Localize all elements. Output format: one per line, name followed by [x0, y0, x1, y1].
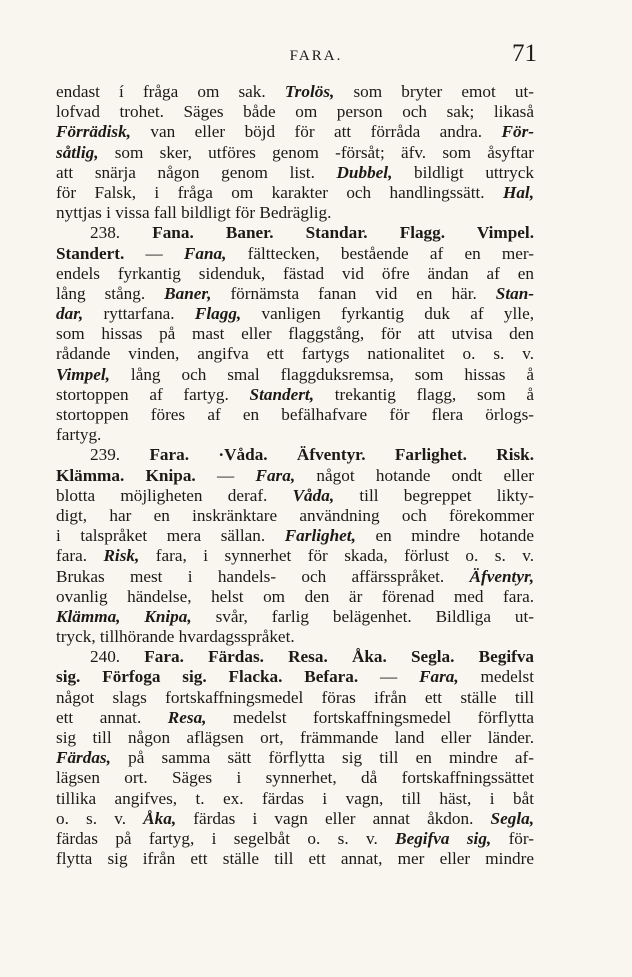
text-line: Klämma, Knipa, svår, farlig belägenhet. Bildliga ut-: [56, 606, 534, 626]
text-line: nyttjas i vissa fall bildligt för Bedräglig.: [56, 203, 332, 223]
text-line: Vimpel, lång och smal flaggduksremsa, som hissas å: [56, 364, 534, 384]
text-line: endels fyrkantig sidenduk, fästad vid öfre ändan af en: [56, 263, 534, 283]
running-head: FARA.: [289, 48, 343, 64]
text-line: såtlig, som sker, utföres genom -försåt; äfv. som åsyftar: [56, 142, 534, 162]
text-line: stortoppen föres af en befälhafvare för flera örlogs-: [56, 405, 534, 424]
text-line: dar, ryttarfana. Flagg, vanligen fyrkantig duk af ylle,: [56, 304, 534, 324]
text-line: blotta möjligheten deraf. Våda, till begreppet likty-: [56, 485, 534, 505]
text-line: fartyg.: [56, 425, 102, 445]
text-line: 239. Fara. ·Våda. Äfventyr. Farlighet. Risk.: [90, 445, 534, 465]
text-line: Brukas mest i handels- och affärsspråket. Äfventyr,: [56, 566, 534, 586]
text-line: sig. Förfoga sig. Flacka. Befara. — Fara, medelst: [56, 667, 534, 687]
text-line: ovanlig händelse, helst om den är förenad med fara.: [56, 586, 534, 606]
text-line: endast í fråga om sak. Trolös, som bryter emot ut-: [56, 82, 534, 101]
page-number: 71: [512, 40, 537, 67]
text-line: något slags fortskaffningsmedel föras ifrån ett ställe till: [56, 687, 534, 707]
text-line: tillika angifves, t. ex. färdas i vagn, till häst, i båt: [56, 788, 534, 808]
text-line: Förrädisk, van eller böjd för att förråda andra. För-: [56, 122, 534, 142]
text-line: o. s. v. Åka, färdas i vagn eller annat åkdon. Segla,: [56, 808, 534, 828]
text-line: lägsen ort. Säges i synnerhet, då fortskaffningssättet: [56, 768, 534, 788]
text-line: fara. Risk, fara, i synnerhet för skada, förlust o. s. v.: [56, 546, 534, 566]
body-text: [56, 82, 534, 869]
text-line: rådande vinden, angifva ett fartygs nationalitet o. s. v.: [56, 344, 534, 364]
text-line: lång stång. Baner, förnämsta fanan vid en här. Stan-: [56, 283, 534, 303]
text-line: stortoppen af fartyg. Standert, trekantig flagg, som å: [56, 384, 534, 404]
text-line: Klämma. Knipa. — Fara, något hotande ondt eller: [56, 465, 534, 485]
text-line: att snärja någon genom list. Dubbel, bildligt uttryck: [56, 162, 534, 182]
text-line: färdas på fartyg, i segelbåt o. s. v. Begifva sig, för-: [56, 828, 534, 848]
text-line: för Falsk, i fråga om karakter och handlingssätt. Hal,: [56, 182, 534, 202]
text-line: Standert. — Fana, fälttecken, bestående af en mer-: [56, 243, 534, 263]
text-line: i talspråket mera sällan. Farlighet, en mindre hotande: [56, 526, 534, 546]
text-line: sig till någon aflägsen ort, främmande land eller länder.: [56, 728, 534, 747]
text-line: 240. Fara. Färdas. Resa. Åka. Segla. Begifva: [90, 647, 534, 667]
text-line: som hissas på mast eller flaggstång, för att utvisa den: [56, 324, 534, 344]
text-line: 238. Fana. Baner. Standar. Flagg. Vimpel.: [90, 223, 534, 243]
text-line: ett annat. Resa, medelst fortskaffningsmedel förflytta: [56, 707, 534, 727]
text-line: flytta sig ifrån ett ställe till ett annat, mer eller mindre: [56, 849, 534, 869]
text-line: lofvad trohet. Säges både om person och sak; likaså: [56, 102, 534, 122]
text-line: Färdas, på samma sätt förflytta sig till en mindre af-: [56, 748, 534, 768]
text-line: tryck, tillhörande hvardagsspråket.: [56, 627, 295, 647]
text-line: digt, har en inskränktare användning och förekommer: [56, 505, 534, 525]
page-header: [0, 40, 632, 70]
